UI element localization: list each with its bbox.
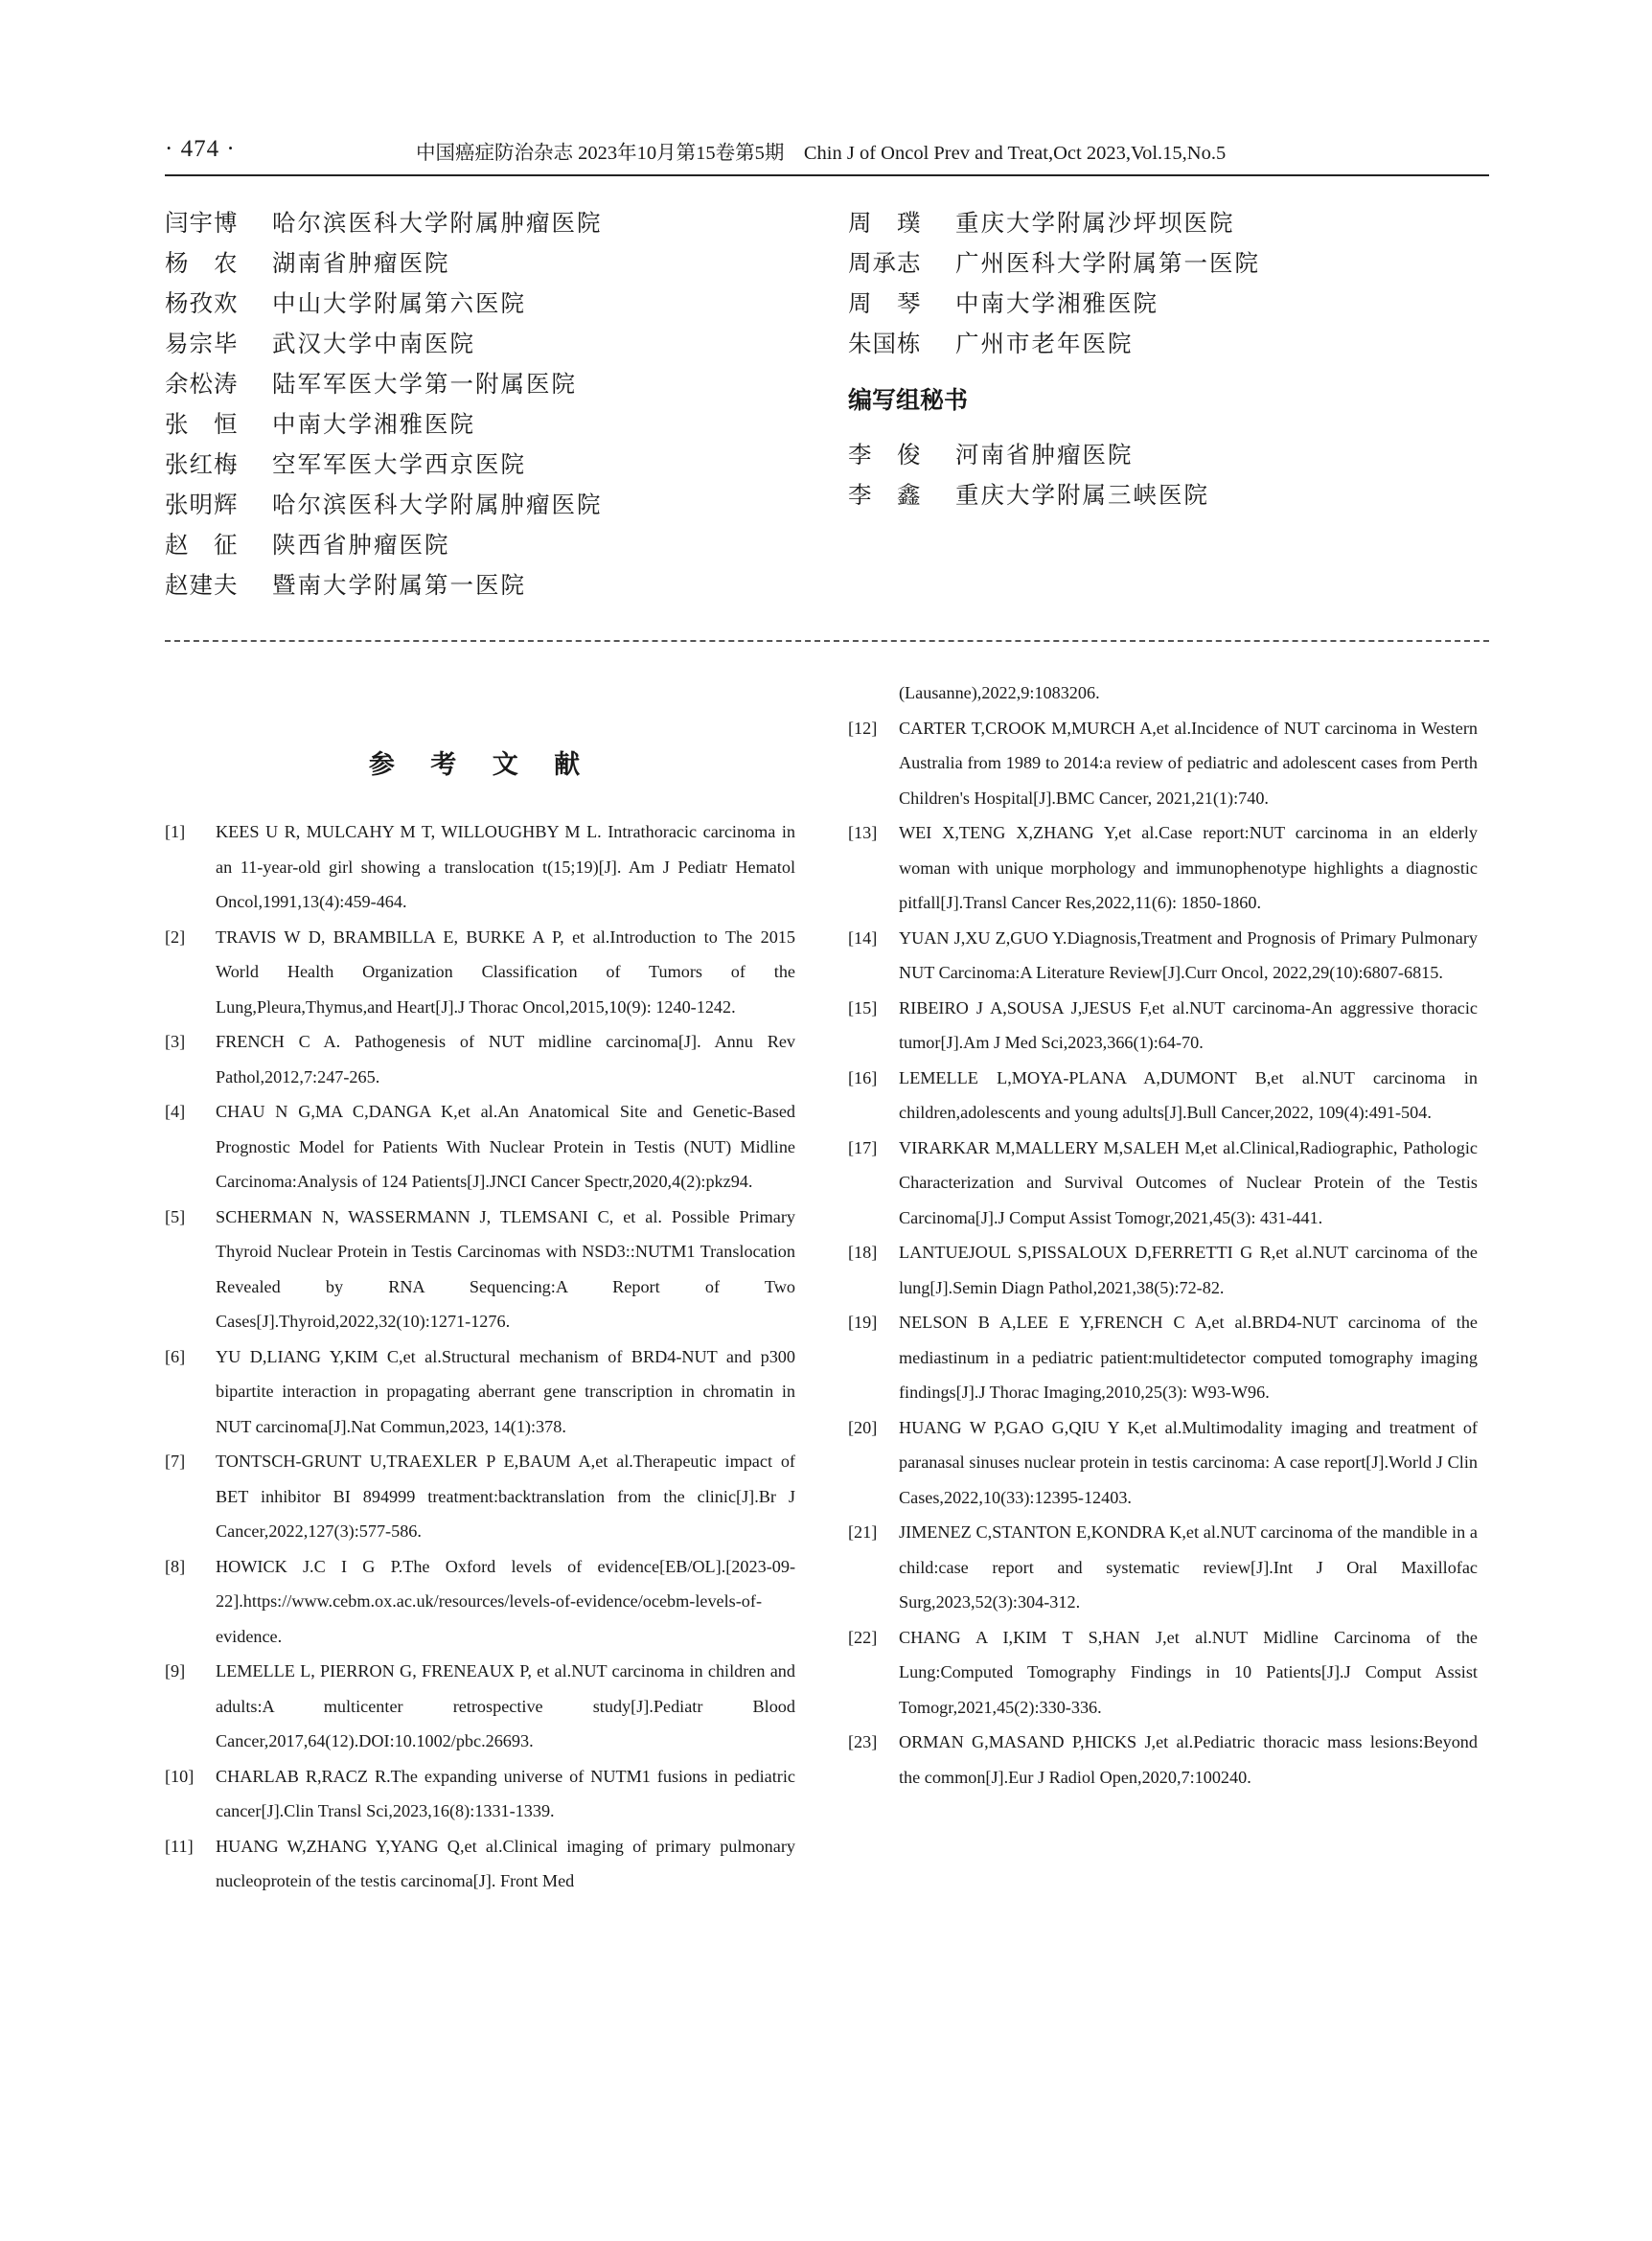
committee-member [848,203,1260,243]
reference-text: WEI X,TENG X,ZHANG Y,et al.Case report:NUT carcinoma in an elderly woman with unique morphology and immunophenotype highlights a diagnostic pitfall[J].Transl Cancer Res,2022,11(6): 1850-1860. [899,823,1478,912]
reference-text: TRAVIS W D, BRAMBILLA E, BURKE A P, et al.Introduction to The 2015 World Health Organization Classification of Tumors of the Lung,Pleura,Thymus,and Heart[J].J Thorac Oncol,2015,10(9): 1240-1242. [216,926,795,1017]
committee-member [165,243,603,284]
reference-text: HUANG W P,GAO G,QIU Y K,et al.Multimodality imaging and treatment of paranasal sinuses nuclear protein in testis carcinoma: A case report[J].World J Clin Cases,2022,10(33):12395-12403. [899,1417,1478,1507]
committee-member [165,203,603,243]
reference-number: [2] [165,926,186,947]
member-name: 杨 农 [165,249,239,277]
reference-item [848,1131,1478,1236]
reference-number: [17] [848,1137,878,1157]
member-affiliation: 中南大学湘雅医院 [955,289,1159,317]
reference-text: CHANG A I,KIM T S,HAN J,et al.NUT Midline Carcinoma of the Lung:Computed Tomography Findings in 10 Patients[J].J Comput Assist Tomogr,2021,45(2):330-336. [899,1627,1478,1717]
page-number: · 474 · [165,136,236,162]
member-affiliation: 陕西省肿瘤医院 [272,531,450,559]
member-affiliation: 重庆大学附属三峡医院 [955,481,1209,509]
member-name: 李 俊 [848,441,922,469]
reference-number: [10] [165,1766,195,1786]
reference-item [165,1444,795,1549]
reference-text: FRENCH C A. Pathogenesis of NUT midline carcinoma[J]. Annu Rev Pathol,2012,7:247-265. [216,1032,795,1086]
reference-item [848,921,1478,991]
member-name: 周 璞 [848,209,922,237]
committee-member [165,404,603,445]
reference-number: [23] [848,1732,878,1751]
committee-member [165,364,603,404]
reference-item [165,1094,795,1200]
reference-number: [19] [848,1313,878,1332]
member-name: 朱国栋 [848,330,922,357]
committee-member [165,485,603,525]
reference-number: [4] [165,1102,186,1121]
reference-text: YU D,LIANG Y,KIM C,et al.Structural mechanism of BRD4-NUT and p300 bipartite interaction in propagating aberrant gene transcription in chromatin in NUT carcinoma[J].Nat Commun,2023, 14(1):378. [216,1346,795,1436]
reference-item [165,920,795,1025]
reference-number: [1] [165,822,186,841]
member-name: 张 恒 [165,410,239,438]
reference-number: [6] [165,1346,186,1366]
reference-number: [22] [848,1627,878,1647]
committee-list-left [165,203,603,606]
reference-text: KEES U R, MULCAHY M T, WILLOUGHBY M L. Intrathoracic carcinoma in an 11-year-old girl showing a translocation t(15;19)[J]. Am J Pediatr Hematol Oncol,1991,13(4):459-464. [216,822,795,911]
section-divider [165,640,1489,642]
member-name: 闫宇博 [165,209,239,237]
reference-text: SCHERMAN N, WASSERMANN J, TLEMSANI C, et al. Possible Primary Thyroid Nuclear Protein in Testis Carcinomas with NSD3::NUTM1 Translocation Revealed by RNA Sequencing:A Report of Two Cases[J].Thyroid,2022,32(10):1271-1276. [216,1206,795,1331]
member-affiliation: 重庆大学附属沙坪坝医院 [955,209,1235,237]
reference-text: HUANG W,ZHANG Y,YANG Q,et al.Clinical imaging of primary pulmonary nucleoprotein of the testis carcinoma[J]. Front Med [216,1836,795,1890]
reference-item [848,991,1478,1061]
references-right-column [848,675,1478,1795]
committee-member [165,525,603,565]
reference-item [848,1061,1478,1131]
member-affiliation: 武汉大学中南医院 [272,330,475,357]
reference-item [165,1200,795,1339]
member-name: 赵建夫 [165,571,239,599]
reference-text: CHAU N G,MA C,DANGA K,et al.An Anatomical Site and Genetic-Based Prognostic Model for Patients With Nuclear Protein in Testis (NUT) Midline Carcinoma:Analysis of 124 Patients[J].JNCI Cancer Spectr,2020,4(2):pkz94. [216,1102,795,1191]
references-left-column [165,814,795,1899]
reference-item [848,1410,1478,1516]
member-affiliation: 空军军医大学西京医院 [272,450,526,478]
committee-member [848,475,1260,515]
reference-text: CARTER T,CROOK M,MURCH A,et al.Incidence of NUT carcinoma in Western Australia from 1989 to 2014:a review of pediatric and adolescent cases from Perth Children's Hospital[J].BMC Cancer, 2021,21(1):740. [899,718,1478,808]
member-affiliation: 河南省肿瘤医院 [955,441,1134,469]
reference-number: [12] [848,718,878,738]
reference-continuation: (Lausanne),2022,9:1083206. [899,683,1100,702]
member-affiliation: 广州市老年医院 [955,330,1134,357]
reference-number: [16] [848,1067,878,1087]
reference-text: LEMELLE L,MOYA-PLANA A,DUMONT B,et al.NUT carcinoma in children,adolescents and young adults[J].Bull Cancer,2022, 109(4):491-504. [899,1067,1478,1122]
member-affiliation: 暨南大学附属第一医院 [272,571,526,599]
committee-member [848,324,1260,364]
reference-text: YUAN J,XU Z,GUO Y.Diagnosis,Treatment and Prognosis of Primary Pulmonary NUT Carcinoma:A Literature Review[J].Curr Oncol, 2022,29(10):6807-6815. [899,927,1478,982]
header-rule [165,174,1489,176]
committee-member [165,565,603,606]
reference-item [848,1305,1478,1410]
committee-member [848,243,1260,284]
reference-text: TONTSCH-GRUNT U,TRAEXLER P E,BAUM A,et al.Therapeutic impact of BET inhibitor BI 894999 treatment:backtranslation from the clinic[J].Br J Cancer,2022,127(3):577-586. [216,1452,795,1541]
reference-item [848,1725,1478,1795]
committee-list-right [848,203,1260,515]
reference-text: LEMELLE L, PIERRON G, FRENEAUX P, et al.NUT carcinoma in children and adults:A multicenter retrospective study[J].Pediatr Blood Cancer,2017,64(12).DOI:10.1002/pbc.26693. [216,1661,795,1750]
committee-member [165,445,603,485]
reference-number: [20] [848,1417,878,1437]
reference-number: [5] [165,1206,186,1226]
member-name: 赵 征 [165,531,239,559]
reference-number: [3] [165,1032,186,1051]
reference-number: [9] [165,1661,186,1681]
member-name: 李 鑫 [848,481,922,509]
reference-item [848,1235,1478,1305]
committee-member [165,284,603,324]
committee-member [848,435,1260,475]
reference-number: [11] [165,1836,194,1856]
reference-number: [21] [848,1522,878,1542]
reference-text: RIBEIRO J A,SOUSA J,JESUS F,et al.NUT carcinoma-An aggressive thoracic tumor[J].Am J Med Sci,2023,366(1):64-70. [899,997,1478,1052]
references-title: 参 考 文 献 [368,750,594,780]
page-header [165,136,1489,176]
committee-member [165,324,603,364]
reference-item [165,1829,795,1899]
reference-text: ORMAN G,MASAND P,HICKS J,et al.Pediatric thoracic mass lesions:Beyond the common[J].Eur J Radiol Open,2020,7:100240. [899,1732,1478,1787]
reference-item [165,1339,795,1445]
reference-number: [14] [848,927,878,948]
reference-item [165,1654,795,1759]
reference-text: HOWICK J.C I G P.The Oxford levels of evidence[EB/OL].[2023-09-22].https://www.cebm.ox.ac.uk/resources/levels-of-evidence/ocebm-levels-of-evidence. [216,1556,795,1646]
member-affiliation: 陆军军医大学第一附属医院 [272,370,577,398]
reference-text: JIMENEZ C,STANTON E,KONDRA K,et al.NUT carcinoma of the mandible in a child:case report and systematic review[J].Int J Oral Maxillofac Surg,2023,52(3):304-312. [899,1522,1478,1612]
reference-item [165,1024,795,1094]
reference-item [848,1620,1478,1726]
member-affiliation: 哈尔滨医科大学附属肿瘤医院 [272,491,603,518]
member-affiliation: 中山大学附属第六医院 [272,289,526,317]
reference-item [848,1515,1478,1620]
member-affiliation: 哈尔滨医科大学附属肿瘤医院 [272,209,603,237]
member-name: 余松涛 [165,370,239,398]
reference-text: LANTUEJOUL S,PISSALOUX D,FERRETTI G R,et al.NUT carcinoma of the lung[J].Semin Diagn Pathol,2021,38(5):72-82. [899,1243,1478,1297]
reference-item [165,1549,795,1655]
member-name: 张红梅 [165,450,239,478]
running-title: 中国癌症防治杂志 2023年10月第15卷第5期 Chin J of Oncol Prev and Treat,Oct 2023,Vol.15,No.5 [416,143,1227,164]
member-name: 周承志 [848,249,922,277]
reference-item [848,815,1478,921]
member-name: 易宗毕 [165,330,239,357]
member-name: 杨孜欢 [165,289,239,317]
member-affiliation: 广州医科大学附属第一医院 [955,249,1260,277]
reference-number: [13] [848,823,878,842]
member-affiliation: 湖南省肿瘤医院 [272,249,450,277]
secretariat-title: 编写组秘书 [848,386,969,414]
reference-item [165,814,795,920]
reference-text: NELSON B A,LEE E Y,FRENCH C A,et al.BRD4-NUT carcinoma of the mediastinum in a pediatric patient:multidetector computed tomography imaging findings[J].J Thorac Imaging,2010,25(3): W93-W96. [899,1313,1478,1402]
reference-text: CHARLAB R,RACZ R.The expanding universe of NUTM1 fusions in pediatric cancer[J].Clin Transl Sci,2023,16(8):1331-1339. [216,1766,795,1820]
member-name: 周 琴 [848,289,922,317]
reference-item [165,1759,795,1829]
committee-member [848,284,1260,324]
reference-item [848,711,1478,816]
reference-number: [7] [165,1452,186,1471]
member-name: 张明辉 [165,491,239,518]
reference-number: [15] [848,997,878,1018]
member-affiliation: 中南大学湘雅医院 [272,410,475,438]
reference-number: [8] [165,1556,186,1576]
reference-text: VIRARKAR M,MALLERY M,SALEH M,et al.Clinical,Radiographic, Pathologic Characterization and Survival Outcomes of Nuclear Protein of the Testis Carcinoma[J].J Comput Assist Tomogr,2021,45(3): 431-441. [899,1137,1478,1227]
reference-number: [18] [848,1243,878,1262]
